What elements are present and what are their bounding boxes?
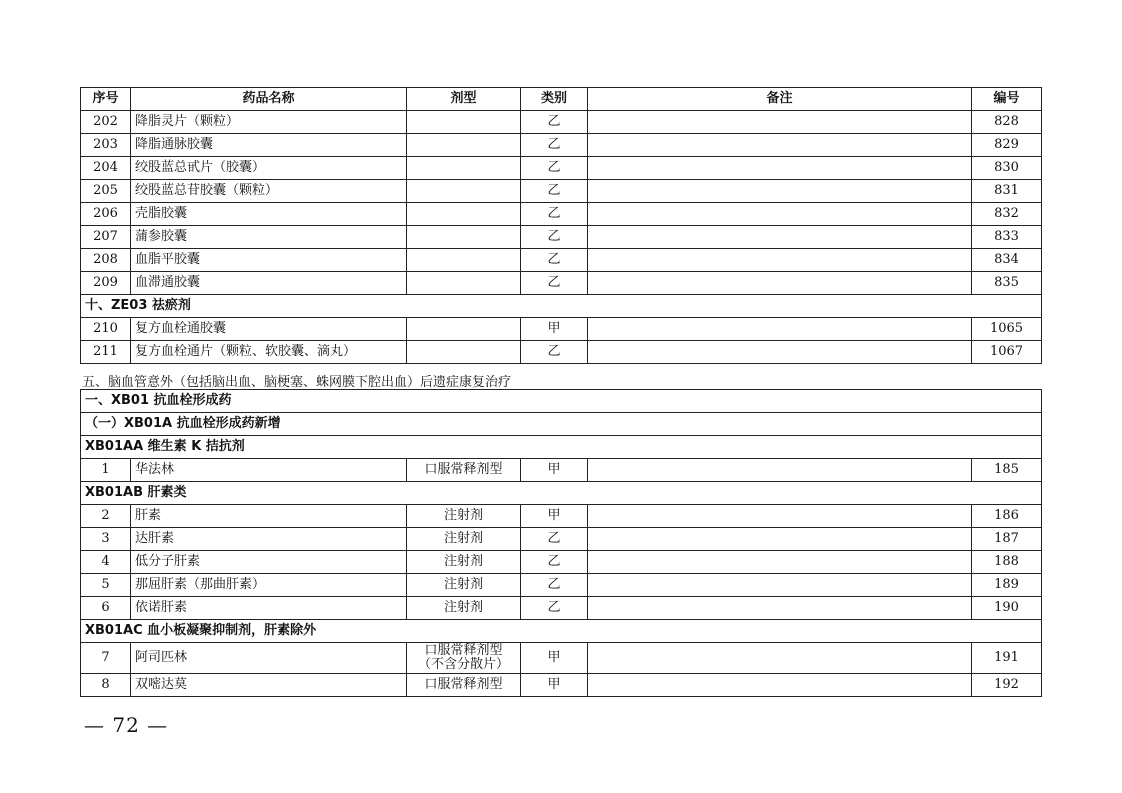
cell-name: 绞股蓝总苷胶囊（颗粒） (131, 180, 407, 203)
cell-remark (588, 528, 972, 551)
cell-form (407, 272, 521, 295)
cell-remark (588, 643, 972, 674)
cell-category: 甲 (521, 643, 588, 674)
cell-code: 831 (972, 180, 1042, 203)
cell-category: 甲 (521, 674, 588, 697)
cell-code: 828 (972, 111, 1042, 134)
cell-seq: 1 (81, 459, 131, 482)
cell-form: 口服常释剂型 (407, 459, 521, 482)
cell-form: 注射剂 (407, 597, 521, 620)
drug-table-top (80, 87, 1042, 364)
cell-code: 191 (972, 643, 1042, 674)
cell-form: 注射剂 (407, 574, 521, 597)
header-form: 剂型 (407, 88, 521, 111)
cell-seq: 209 (81, 272, 131, 295)
cell-code: 189 (972, 574, 1042, 597)
cell-code: 833 (972, 226, 1042, 249)
cell-code: 1065 (972, 318, 1042, 341)
cell-form: 口服常释剂型 (407, 674, 521, 697)
cell-remark (588, 551, 972, 574)
cell-form (407, 643, 521, 674)
table-row (81, 203, 1042, 226)
table-row (81, 180, 1042, 203)
page-number: — 72 — (84, 713, 169, 737)
cell-category: 乙 (521, 341, 588, 364)
cell-code: 832 (972, 203, 1042, 226)
cell-category: 乙 (521, 528, 588, 551)
section-heading-xb01ab: XB01AB 肝素类 (81, 482, 1042, 505)
cell-category: 乙 (521, 574, 588, 597)
cell-form (407, 111, 521, 134)
cell-form (407, 341, 521, 364)
table-row (81, 157, 1042, 180)
cell-seq: 205 (81, 180, 131, 203)
table-row (81, 111, 1042, 134)
table-row (81, 643, 1042, 674)
cell-form-line2: （不含分散片） (417, 657, 509, 672)
cell-name: 蒲参胶囊 (131, 226, 407, 249)
cell-name: 壳脂胶囊 (131, 203, 407, 226)
cell-seq: 211 (81, 341, 131, 364)
cell-category: 乙 (521, 272, 588, 295)
cell-name: 血滞通胶囊 (131, 272, 407, 295)
cell-seq: 210 (81, 318, 131, 341)
table-row (81, 528, 1042, 551)
cell-name: 复方血栓通胶囊 (131, 318, 407, 341)
cell-category: 乙 (521, 134, 588, 157)
cell-category: 乙 (521, 597, 588, 620)
cell-name: 绞股蓝总甙片（胶囊） (131, 157, 407, 180)
cell-code: 835 (972, 272, 1042, 295)
cell-code: 190 (972, 597, 1042, 620)
cell-seq: 7 (81, 643, 131, 674)
cell-remark (588, 459, 972, 482)
section-row (81, 620, 1042, 643)
cell-code: 188 (972, 551, 1042, 574)
header-code: 编号 (972, 88, 1042, 111)
cell-code: 192 (972, 674, 1042, 697)
cell-seq: 8 (81, 674, 131, 697)
table-row (81, 341, 1042, 364)
cell-category: 甲 (521, 318, 588, 341)
cell-category: 甲 (521, 505, 588, 528)
cell-seq: 204 (81, 157, 131, 180)
cell-remark (588, 318, 972, 341)
header-name: 药品名称 (131, 88, 407, 111)
cell-seq: 203 (81, 134, 131, 157)
cell-seq: 207 (81, 226, 131, 249)
cell-remark (588, 180, 972, 203)
section-heading-xb01ac: XB01AC 血小板凝聚抑制剂，肝素除外 (81, 620, 1042, 643)
cell-name: 复方血栓通片（颗粒、软胶囊、滴丸） (131, 341, 407, 364)
cell-seq: 2 (81, 505, 131, 528)
cell-category: 乙 (521, 226, 588, 249)
table-row (81, 551, 1042, 574)
cell-form: 注射剂 (407, 528, 521, 551)
cell-category: 乙 (521, 551, 588, 574)
cell-category: 乙 (521, 203, 588, 226)
section-row (81, 295, 1042, 318)
cell-remark (588, 249, 972, 272)
cell-form (407, 157, 521, 180)
table-row (81, 459, 1042, 482)
cell-name: 肝素 (131, 505, 407, 528)
cell-name: 依诺肝素 (131, 597, 407, 620)
cell-remark (588, 226, 972, 249)
cell-name: 血脂平胶囊 (131, 249, 407, 272)
cell-form (407, 134, 521, 157)
section-row (81, 482, 1042, 505)
cell-remark (588, 203, 972, 226)
cell-seq: 3 (81, 528, 131, 551)
cell-category: 乙 (521, 180, 588, 203)
cell-form-line1: 口服常释剂型 (424, 643, 503, 658)
cell-seq: 4 (81, 551, 131, 574)
header-category: 类别 (521, 88, 588, 111)
cell-category: 乙 (521, 157, 588, 180)
table-row (81, 318, 1042, 341)
cell-form (407, 318, 521, 341)
table-row (81, 272, 1042, 295)
cell-remark (588, 111, 972, 134)
header-seq: 序号 (81, 88, 131, 111)
cell-name: 降脂灵片（颗粒） (131, 111, 407, 134)
cell-name: 那屈肝素（那曲肝素） (131, 574, 407, 597)
drug-table-bottom (80, 389, 1042, 697)
cell-remark (588, 574, 972, 597)
cell-remark (588, 134, 972, 157)
table-header-row (81, 88, 1042, 111)
cell-seq: 208 (81, 249, 131, 272)
section-row (81, 413, 1042, 436)
table-row (81, 674, 1042, 697)
cell-code: 829 (972, 134, 1042, 157)
cell-category: 甲 (521, 459, 588, 482)
section-heading-ze03: 十、ZE03 祛瘀剂 (81, 295, 1042, 318)
cell-name: 低分子肝素 (131, 551, 407, 574)
section-heading-xb01: 一、XB01 抗血栓形成药 (81, 390, 1042, 413)
section-heading-xb01aa: XB01AA 维生素 K 拮抗剂 (81, 436, 1042, 459)
cell-seq: 202 (81, 111, 131, 134)
cell-code: 830 (972, 157, 1042, 180)
cell-form (407, 203, 521, 226)
table-row (81, 597, 1042, 620)
cell-seq: 206 (81, 203, 131, 226)
cell-seq: 5 (81, 574, 131, 597)
header-remark: 备注 (588, 88, 972, 111)
cell-code: 1067 (972, 341, 1042, 364)
cell-remark (588, 341, 972, 364)
cell-seq: 6 (81, 597, 131, 620)
cell-remark (588, 597, 972, 620)
cell-name: 达肝素 (131, 528, 407, 551)
table-row (81, 505, 1042, 528)
cell-code: 187 (972, 528, 1042, 551)
cell-category: 乙 (521, 111, 588, 134)
cell-remark (588, 505, 972, 528)
cell-name: 华法林 (131, 459, 407, 482)
cell-name: 双嘧达莫 (131, 674, 407, 697)
section-row (81, 436, 1042, 459)
cell-code: 185 (972, 459, 1042, 482)
cell-name: 降脂通脉胶囊 (131, 134, 407, 157)
cell-name: 阿司匹林 (131, 643, 407, 674)
cell-form: 注射剂 (407, 505, 521, 528)
section-heading-xb01a: （一）XB01A 抗血栓形成药新增 (81, 413, 1042, 436)
table-row (81, 134, 1042, 157)
cell-form (407, 226, 521, 249)
cell-remark (588, 674, 972, 697)
cell-form: 注射剂 (407, 551, 521, 574)
cell-remark (588, 157, 972, 180)
table-row (81, 226, 1042, 249)
cell-category: 乙 (521, 249, 588, 272)
table-row (81, 574, 1042, 597)
cell-code: 186 (972, 505, 1042, 528)
cell-form (407, 180, 521, 203)
section-row (81, 390, 1042, 413)
cell-code: 834 (972, 249, 1042, 272)
table-row (81, 249, 1042, 272)
section-paragraph: 五、脑血管意外（包括脑出血、脑梗塞、蛛网膜下腔出血）后遗症康复治疗 (82, 375, 512, 390)
cell-form (407, 249, 521, 272)
cell-remark (588, 272, 972, 295)
